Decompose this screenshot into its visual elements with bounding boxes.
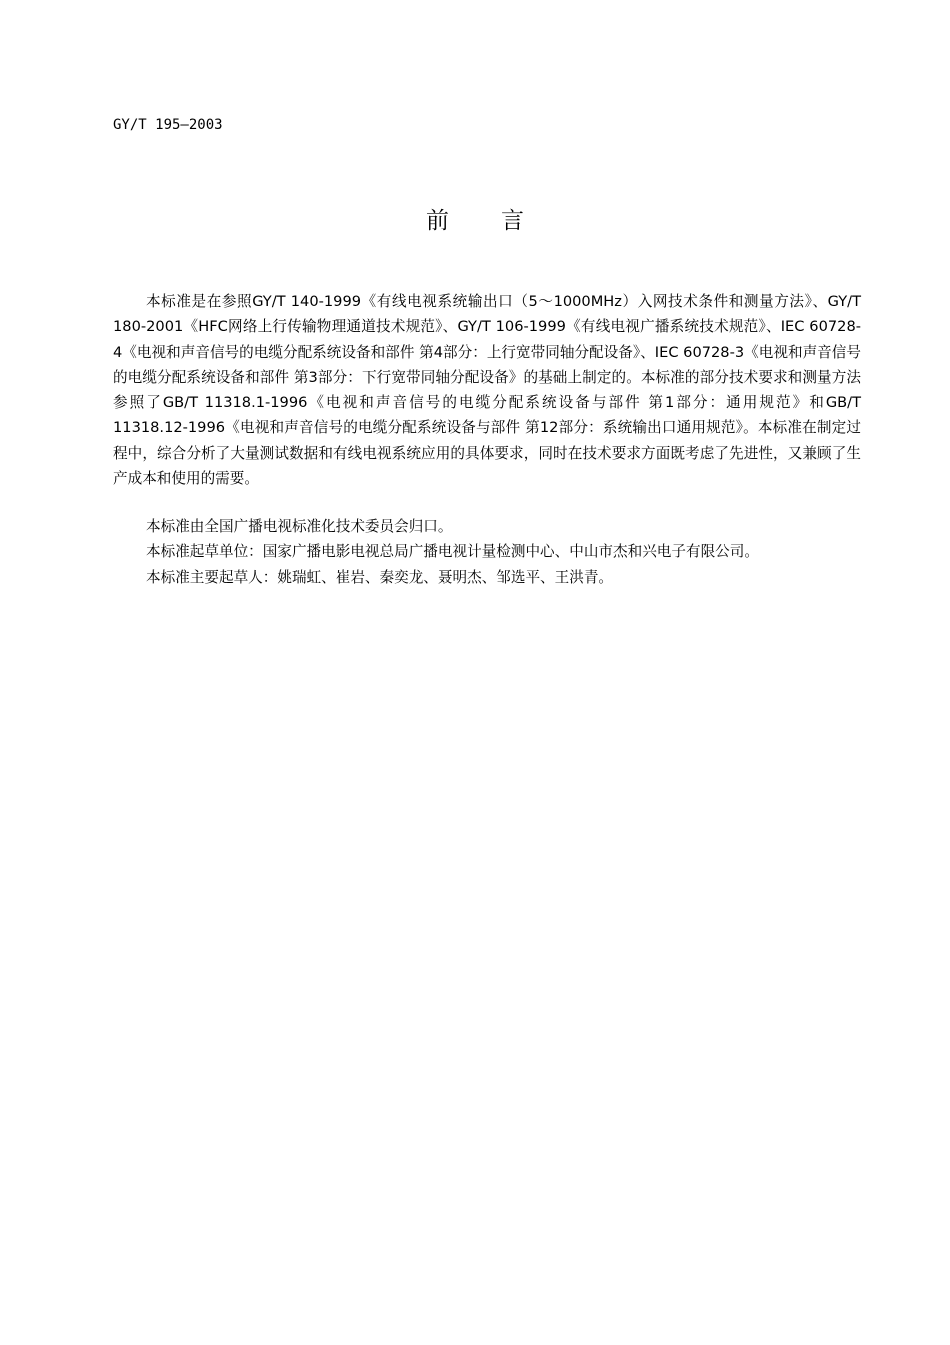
responsibility-section [113, 514, 861, 590]
standard-code: GY/T 195—2003 [113, 117, 223, 133]
intro-paragraph: 本标准是在参照GY/T 140-1999《有线电视系统输出口（5～1000MHz）入网技术条件和测量方法》、GY/T 180-2001《HFC网络上行传输物理通道技术规范》、GY/T 106-1999《有线电视广播系统技术规范》、IEC 60728-4《电视和声音信号的电缆分配系统设备和部件 第4部分：上行宽带同轴分配设备》、IEC 60728-3《电视和声音信号的电缆分配系统设备和部件 第3部分：下行宽带同轴分配设备》的基础上制定的。本标准的部分技术要求和测量方法参照了GB/T 11318.1-1996《电视和声音信号的电缆分配系统设备与部件 第1部分：通用规范》和GB/T 11318.12-1996《电视和声音信号的电缆分配系统设备与部件 第12部分：系统输出口通用规范》。本标准在制定过程中，综合分析了大量测试数据和有线电视系统应用的具体要求，同时在技术要求方面既考虑了先进性，又兼顾了生产成本和使用的需要。 [113, 293, 861, 488]
drafting-units-paragraph: 本标准起草单位：国家广播电影电视总局广播电视计量检测中心、中山市杰和兴电子有限公司。 [146, 543, 759, 561]
drafters-paragraph: 本标准主要起草人：姚瑞虹、崔岩、秦奕龙、聂明杰、邹选平、王洪青。 [146, 568, 614, 586]
intro-section [113, 289, 861, 491]
page-title: 前言 [426, 208, 576, 234]
responsible-paragraph: 本标准由全国广播电视标准化技术委员会归口。 [146, 518, 453, 535]
